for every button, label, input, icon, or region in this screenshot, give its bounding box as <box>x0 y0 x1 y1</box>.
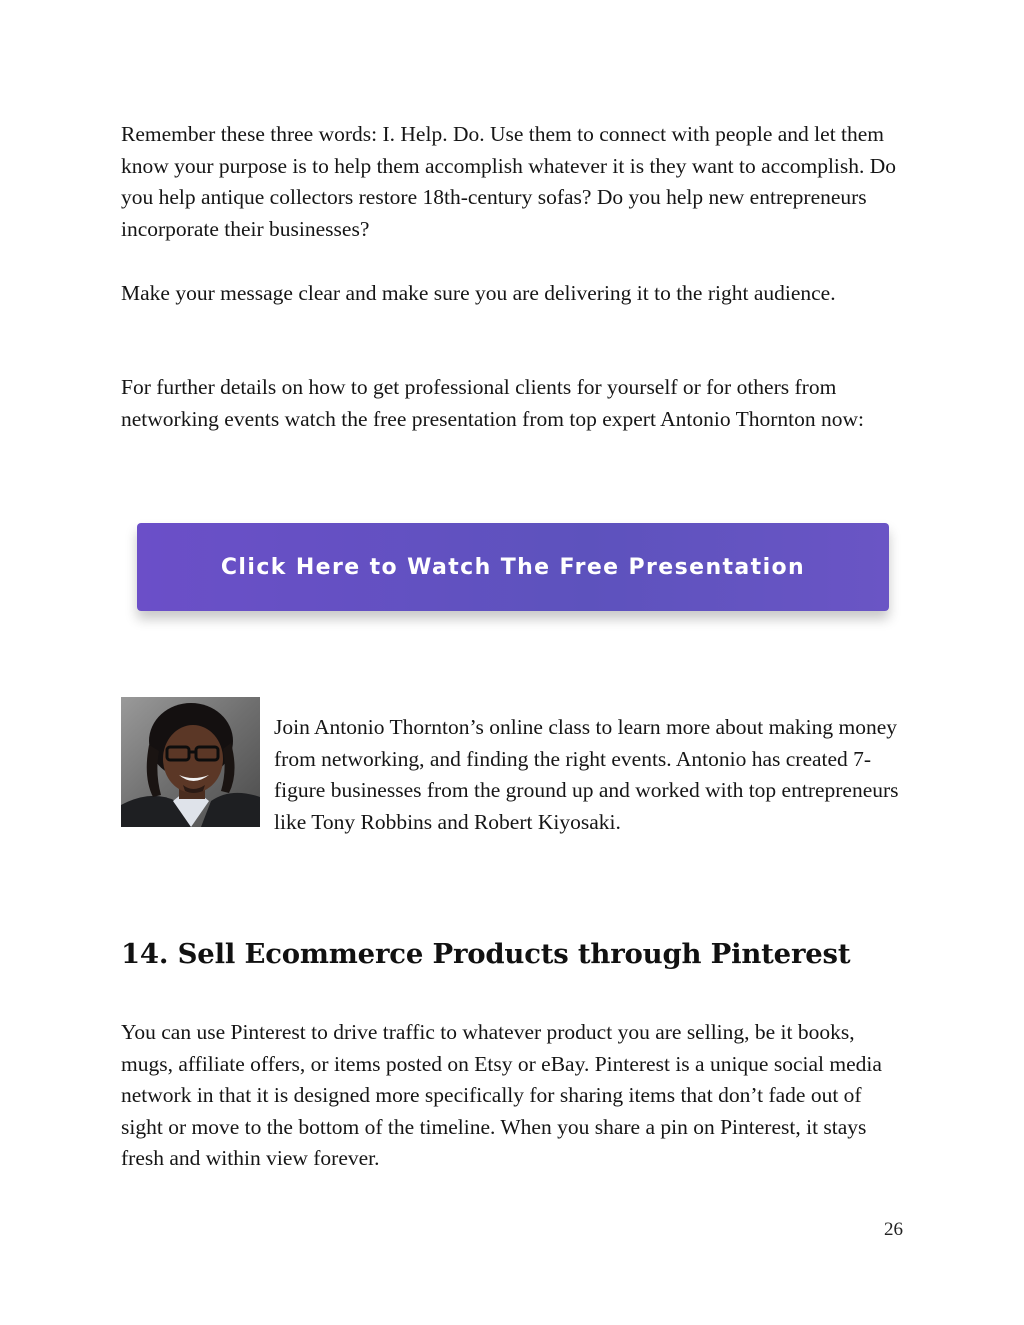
intro-paragraph: Remember these three words: I. Help. Do. Use them to connect with people and let them know your purpose is to help them accomplish whatever it is they want to accomplish. Do you help antique collectors restore 18th-century sofas? Do you help new entrepreneurs incorporate their businesses? <box>121 122 897 241</box>
message-paragraph: Make your message clear and make sure you are delivering it to the right audience. <box>121 281 836 305</box>
bio-text: Join Antonio Thornton’s online class to learn more about making money from networking, and finding the right events. Antonio has created 7-figure businesses from the ground up and worked with top entrepreneurs like Tony Robbins and Robert Kiyosaki. <box>274 715 899 834</box>
avatar <box>121 697 260 827</box>
portrait-photo-icon <box>121 697 260 827</box>
section-heading: 14. Sell Ecommerce Products through Pinterest <box>121 938 851 970</box>
cta-container <box>137 523 889 611</box>
page-number: 26 <box>884 1219 903 1240</box>
watch-presentation-button[interactable]: Click Here to Watch The Free Presentation <box>137 523 889 611</box>
section-body-paragraph: You can use Pinterest to drive traffic to whatever product you are selling, be it books, mugs, affiliate offers, or items posted on Etsy or eBay. Pinterest is a unique social media network in that it is designed more specifically for sharing items that don’t fade out of sight or move to the bottom of the timeline. When you share a pin on Pinterest, it stays fresh and within view forever. <box>121 1020 882 1171</box>
further-details-paragraph: For further details on how to get professional clients for yourself or for others from networking events watch the free presentation from top expert Antonio Thornton now: <box>121 375 864 431</box>
